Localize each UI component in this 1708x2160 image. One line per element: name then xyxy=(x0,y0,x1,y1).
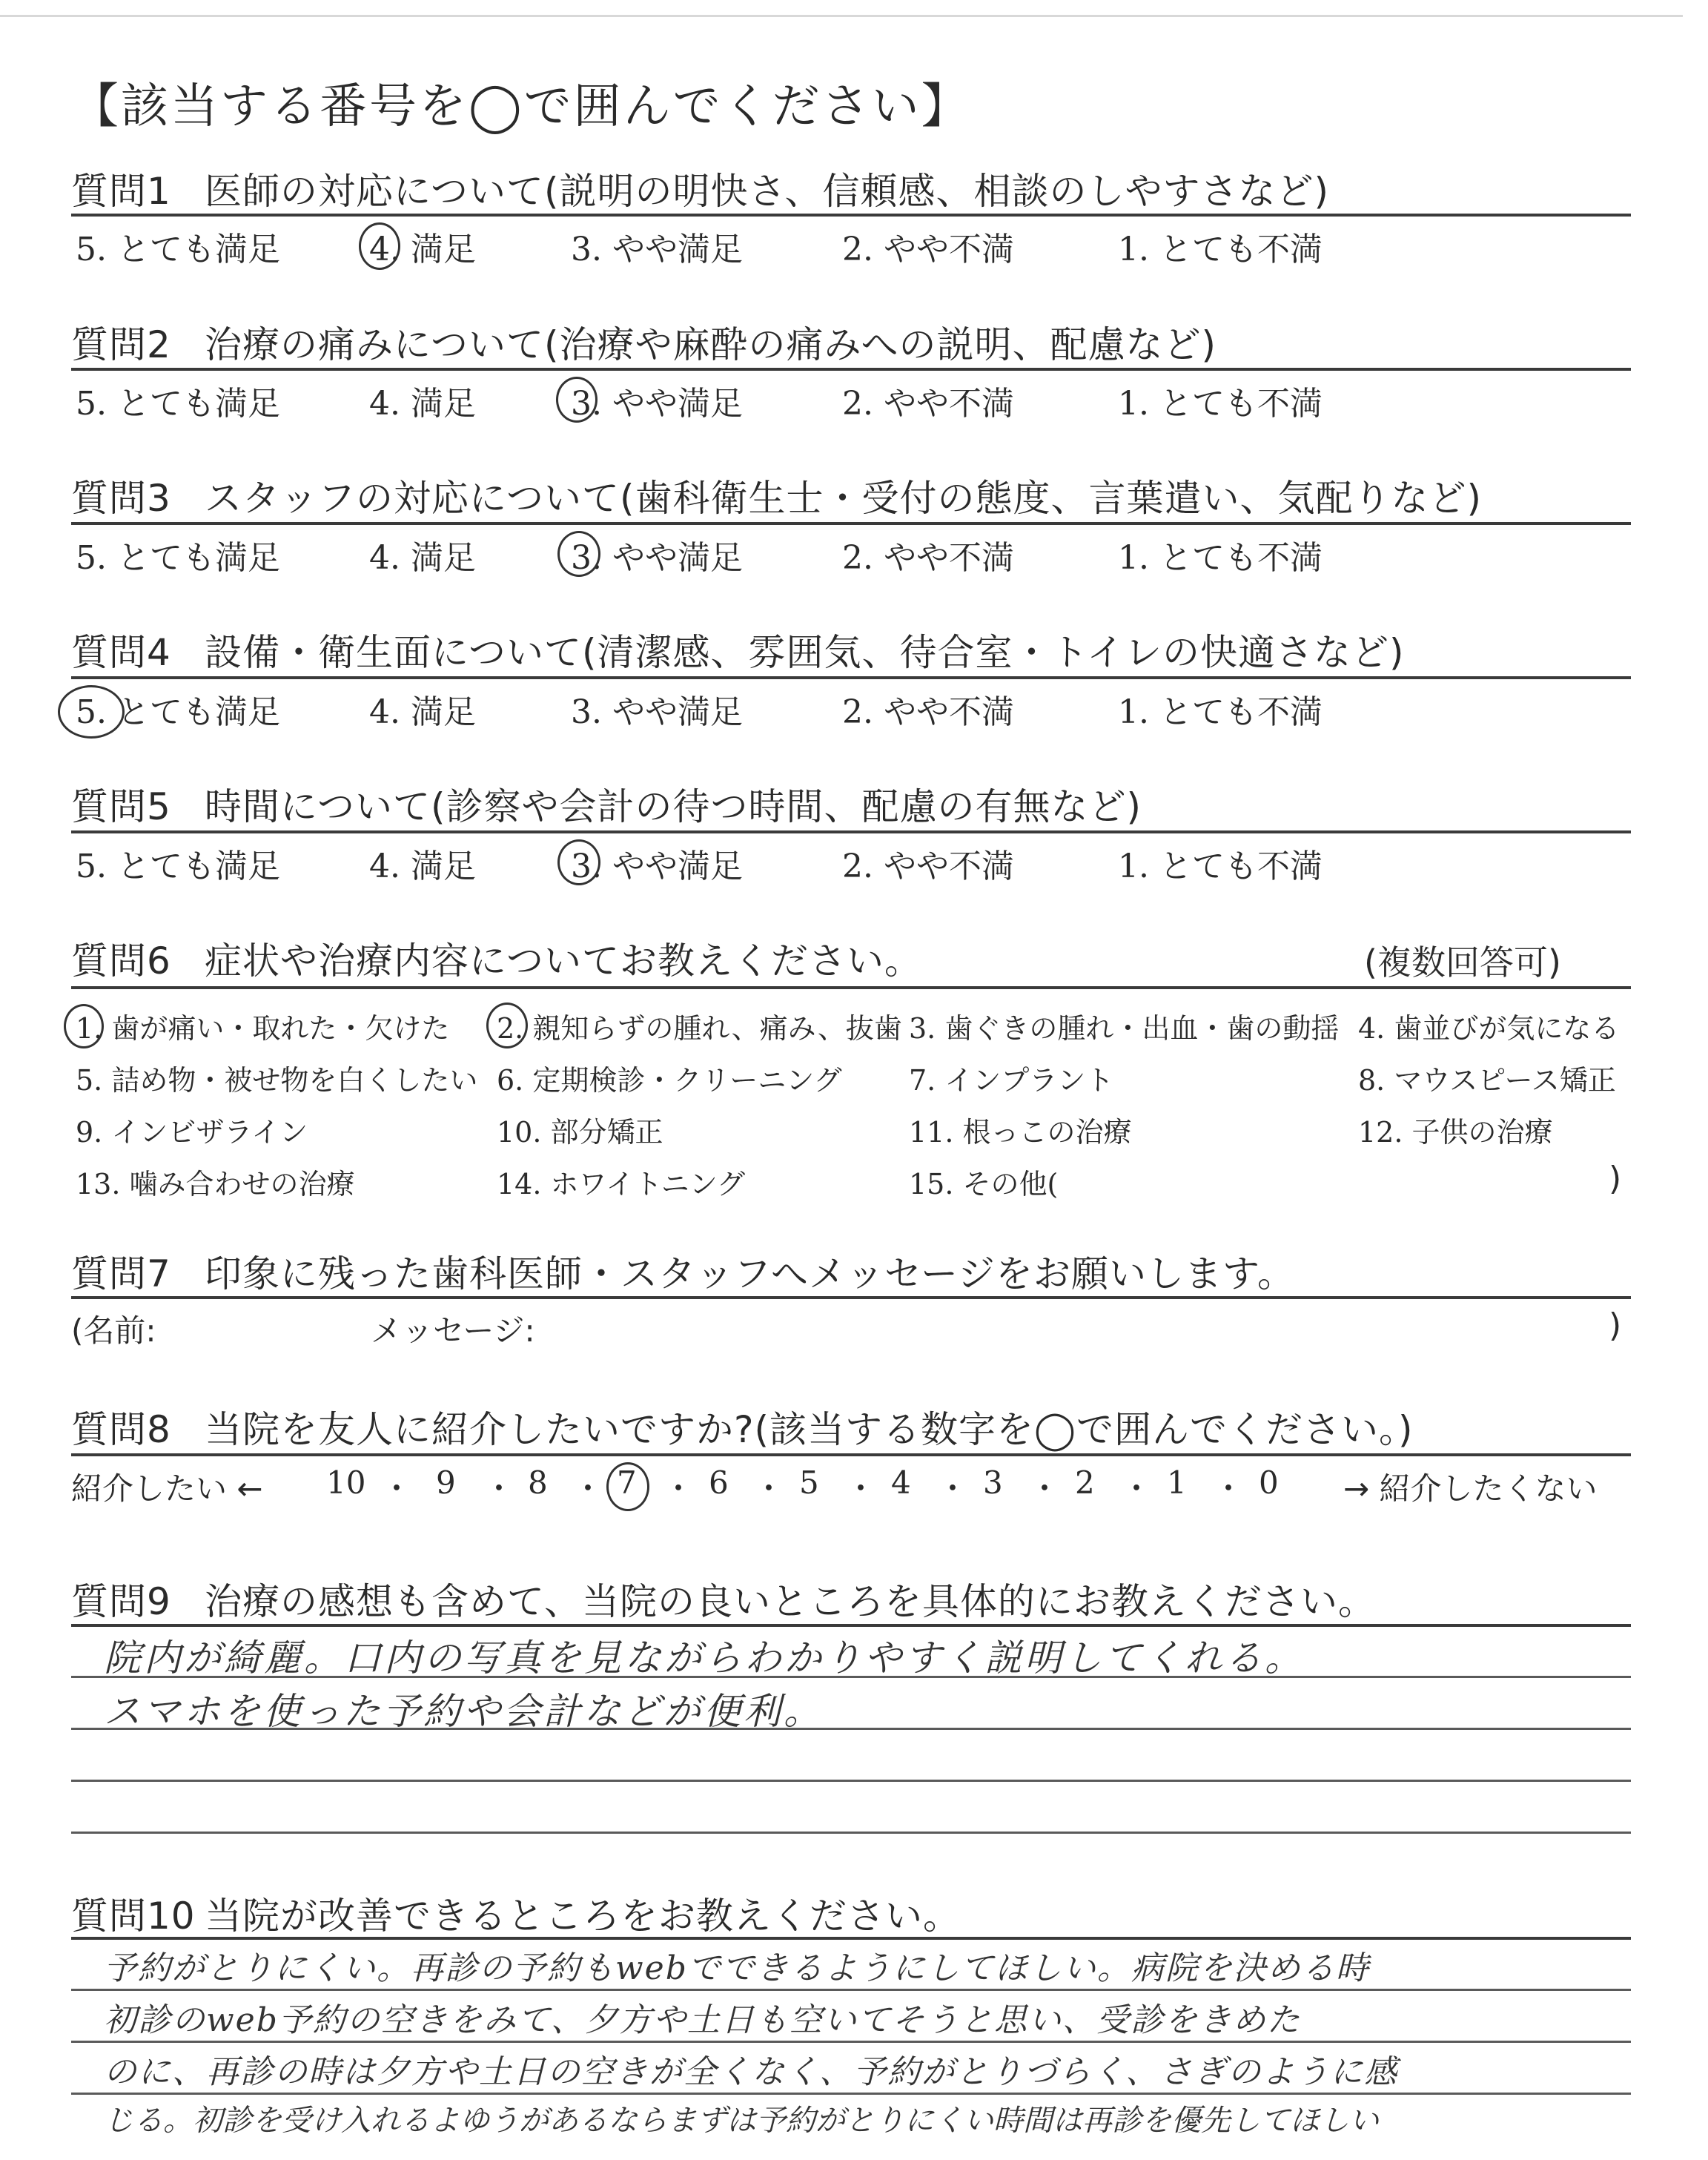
answer-line xyxy=(71,1989,1631,1991)
question-number: 質問4 xyxy=(71,631,171,674)
q4-option-3[interactable]: 3. やや満足 xyxy=(571,693,743,731)
q1-option-2[interactable]: 2. やや不満 xyxy=(842,231,1014,268)
q3-option-2[interactable]: 2. やや不満 xyxy=(842,539,1014,577)
question-rule xyxy=(71,1453,1631,1456)
q5-option-5[interactable]: 5. とても満足 xyxy=(76,848,280,885)
answer-line xyxy=(71,2093,1631,2095)
handwritten-answer-line: のに、再診の時は夕方や土日の空きが全くなく、予約がとりづらく、さぎのように感 xyxy=(104,2053,1399,2091)
question-number: 質問3 xyxy=(71,477,171,520)
multi-answer-note: (複数回答可) xyxy=(1364,942,1561,982)
scale-sep: ・ xyxy=(1213,1470,1245,1507)
scale-sep: ・ xyxy=(1029,1470,1061,1507)
question-rule xyxy=(71,986,1631,989)
q2-option-4[interactable]: 4. 満足 xyxy=(369,385,476,423)
name-label: (名前: xyxy=(71,1312,156,1349)
scale-value-5[interactable]: 5 xyxy=(799,1464,819,1501)
q4-option-4[interactable]: 4. 満足 xyxy=(369,693,476,731)
q6-option-14[interactable]: 14. ホワイトニング xyxy=(497,1168,746,1200)
top-border xyxy=(0,15,1683,17)
q5-option-3[interactable]: 3. やや満足 xyxy=(571,848,743,885)
q5-option-4[interactable]: 4. 満足 xyxy=(369,848,476,885)
answer-circle xyxy=(64,1004,104,1048)
q1-option-5[interactable]: 5. とても満足 xyxy=(76,231,280,268)
scale-sep: ・ xyxy=(483,1470,515,1507)
q1-option-4[interactable]: 4. 満足 xyxy=(369,231,476,268)
q6-option-10[interactable]: 10. 部分矯正 xyxy=(497,1116,663,1149)
q1-option-1[interactable]: 1. とても不満 xyxy=(1118,231,1323,268)
answer-circle xyxy=(557,531,600,577)
q4-option-5[interactable]: 5. とても満足 xyxy=(76,693,280,731)
q3-option-1[interactable]: 1. とても不満 xyxy=(1118,539,1323,577)
q2-option-1[interactable]: 1. とても不満 xyxy=(1118,385,1323,423)
q6-option-15[interactable]: 15. その他( xyxy=(909,1168,1059,1200)
question-rule xyxy=(71,1937,1631,1940)
handwritten-answer-line: じる。初診を受け入れるよゆうがあるならまずは予約がとりにくい時間は再診を優先してほしい xyxy=(104,2104,1379,2138)
question-rule xyxy=(71,676,1631,679)
answer-circle xyxy=(557,839,600,885)
question-number: 質問9 xyxy=(71,1580,171,1623)
question-text: 印象に残った歯科医師・スタッフへメッセージをお願いします。 xyxy=(205,1252,1295,1295)
scale-sep: ・ xyxy=(845,1470,877,1507)
answer-circle xyxy=(359,222,400,270)
q6-close-paren: ) xyxy=(1609,1160,1622,1198)
handwritten-answer-line: スマホを使った予約や会計などが便利。 xyxy=(104,1690,824,1733)
q1-option-3[interactable]: 3. やや満足 xyxy=(571,231,743,268)
question-text: 時間について(診察や会計の待つ時間、配慮の有無など) xyxy=(205,785,1142,828)
scale-sep: ・ xyxy=(381,1470,413,1507)
question-6 xyxy=(71,931,922,985)
question-7 xyxy=(71,1244,1295,1298)
q3-option-3[interactable]: 3. やや満足 xyxy=(571,539,743,577)
question-number: 質問2 xyxy=(71,323,171,366)
question-3 xyxy=(71,469,1482,522)
handwritten-answer-line: 初診のweb予約の空きをみて、夕方や土日も空いてそうと思い、受診をきめた xyxy=(104,2001,1301,2039)
question-2 xyxy=(71,315,1217,369)
answer-circle xyxy=(556,377,598,423)
q6-option-1[interactable]: 1. 歯が痛い・取れた・欠けた xyxy=(76,1012,450,1045)
answer-line xyxy=(71,1832,1631,1834)
q6-option-12[interactable]: 12. 子供の治療 xyxy=(1358,1116,1553,1149)
question-10 xyxy=(71,1886,961,1940)
scale-right-label: → 紹介したくない xyxy=(1343,1470,1598,1507)
scale-value-7[interactable]: 7 xyxy=(617,1464,637,1501)
answer-circle xyxy=(606,1462,649,1511)
scale-value-9[interactable]: 9 xyxy=(436,1464,456,1501)
q2-option-2[interactable]: 2. やや不満 xyxy=(842,385,1014,423)
question-number: 質問6 xyxy=(71,939,171,982)
scale-value-6[interactable]: 6 xyxy=(709,1464,729,1501)
question-4 xyxy=(71,623,1405,676)
q2-option-5[interactable]: 5. とても満足 xyxy=(76,385,280,423)
scale-value-3[interactable]: 3 xyxy=(983,1464,1003,1501)
scale-value-4[interactable]: 4 xyxy=(891,1464,911,1501)
q6-option-11[interactable]: 11. 根っこの治療 xyxy=(909,1116,1132,1149)
question-1 xyxy=(71,162,1329,215)
scale-value-0[interactable]: 0 xyxy=(1259,1464,1279,1501)
handwritten-answer-line: 予約がとりにくい。再診の予約もwebでできるようにしてほしい。病院を決める時 xyxy=(104,1949,1370,1987)
scale-value-1[interactable]: 1 xyxy=(1167,1464,1187,1501)
question-text: 治療の痛みについて(治療や麻酔の痛みへの説明、配慮など) xyxy=(205,323,1217,366)
scale-sep: ・ xyxy=(663,1470,695,1507)
q6-option-6[interactable]: 6. 定期検診・クリーニング xyxy=(497,1064,842,1097)
q6-option-2[interactable]: 2. 親知らずの腫れ、痛み、抜歯 xyxy=(497,1012,902,1045)
question-number: 質問10 xyxy=(71,1895,196,1938)
question-text: 治療の感想も含めて、当院の良いところを具体的にお教えください。 xyxy=(205,1580,1376,1623)
question-rule xyxy=(71,214,1631,217)
question-text: 当院が改善できるところをお教えください。 xyxy=(205,1895,961,1938)
q6-option-9[interactable]: 9. インビザライン xyxy=(76,1116,308,1149)
question-rule xyxy=(71,1296,1631,1299)
page-title: 【該当する番号を◯で囲んでください】 xyxy=(71,79,971,134)
question-rule xyxy=(71,368,1631,371)
question-number: 質問7 xyxy=(71,1252,171,1295)
q4-option-1[interactable]: 1. とても不満 xyxy=(1118,693,1323,731)
scale-sep: ・ xyxy=(1121,1470,1153,1507)
question-text: 症状や治療内容についてお教えください。 xyxy=(205,939,922,982)
answer-circle xyxy=(486,1003,528,1048)
answer-line xyxy=(71,2041,1631,2043)
question-rule xyxy=(71,522,1631,525)
q6-option-7[interactable]: 7. インプラント xyxy=(909,1064,1114,1097)
q6-option-13[interactable]: 13. 噛み合わせの治療 xyxy=(76,1168,355,1200)
question-text: 医師の対応について(説明の明快さ、信頼感、相談のしやすさなど) xyxy=(205,170,1330,213)
question-text: 当院を友人に紹介したいですか?(該当する数字を◯で囲んでください。) xyxy=(205,1408,1414,1451)
q6-option-3[interactable]: 3. 歯ぐきの腫れ・出血・歯の動揺 xyxy=(909,1012,1340,1045)
scale-sep: ・ xyxy=(753,1470,785,1507)
q2-option-3[interactable]: 3. やや満足 xyxy=(571,385,743,423)
q6-option-4[interactable]: 4. 歯並びが気になる xyxy=(1358,1012,1620,1045)
q6-option-5[interactable]: 5. 詰め物・被せ物を白くしたい xyxy=(76,1064,478,1097)
scale-sep: ・ xyxy=(572,1470,604,1507)
q7-close-paren: ) xyxy=(1609,1307,1622,1344)
scale-left-label: 紹介したい ← xyxy=(71,1470,263,1507)
question-rule xyxy=(71,830,1631,833)
question-9 xyxy=(71,1572,1376,1625)
question-number: 質問5 xyxy=(71,785,171,828)
q3-option-4[interactable]: 4. 満足 xyxy=(369,539,476,577)
question-text: 設備・衛生面について(清潔感、雰囲気、待合室・トイレの快適さなど) xyxy=(205,631,1405,674)
question-rule xyxy=(71,1624,1631,1627)
scale-value-8[interactable]: 8 xyxy=(528,1464,548,1501)
question-8 xyxy=(71,1400,1414,1453)
scale-sep: ・ xyxy=(937,1470,969,1507)
q3-option-5[interactable]: 5. とても満足 xyxy=(76,539,280,577)
q6-option-8[interactable]: 8. マウスピース矯正 xyxy=(1358,1064,1616,1097)
q5-option-1[interactable]: 1. とても不満 xyxy=(1118,848,1323,885)
q5-option-2[interactable]: 2. やや不満 xyxy=(842,848,1014,885)
question-5 xyxy=(71,777,1142,830)
message-label: メッセージ: xyxy=(371,1312,535,1349)
question-number: 質問8 xyxy=(71,1408,171,1451)
scale-value-10[interactable]: 10 xyxy=(326,1464,366,1501)
q4-option-2[interactable]: 2. やや不満 xyxy=(842,693,1014,731)
handwritten-answer-line: 院内が綺麗。口内の写真を見ながらわかりやすく説明してくれる。 xyxy=(104,1636,1305,1680)
scale-value-2[interactable]: 2 xyxy=(1075,1464,1095,1501)
question-number: 質問1 xyxy=(71,170,171,213)
answer-circle xyxy=(58,685,125,739)
answer-line xyxy=(71,1780,1631,1782)
question-text: スタッフの対応について(歯科衛生士・受付の態度、言葉遣い、気配りなど) xyxy=(205,477,1483,520)
